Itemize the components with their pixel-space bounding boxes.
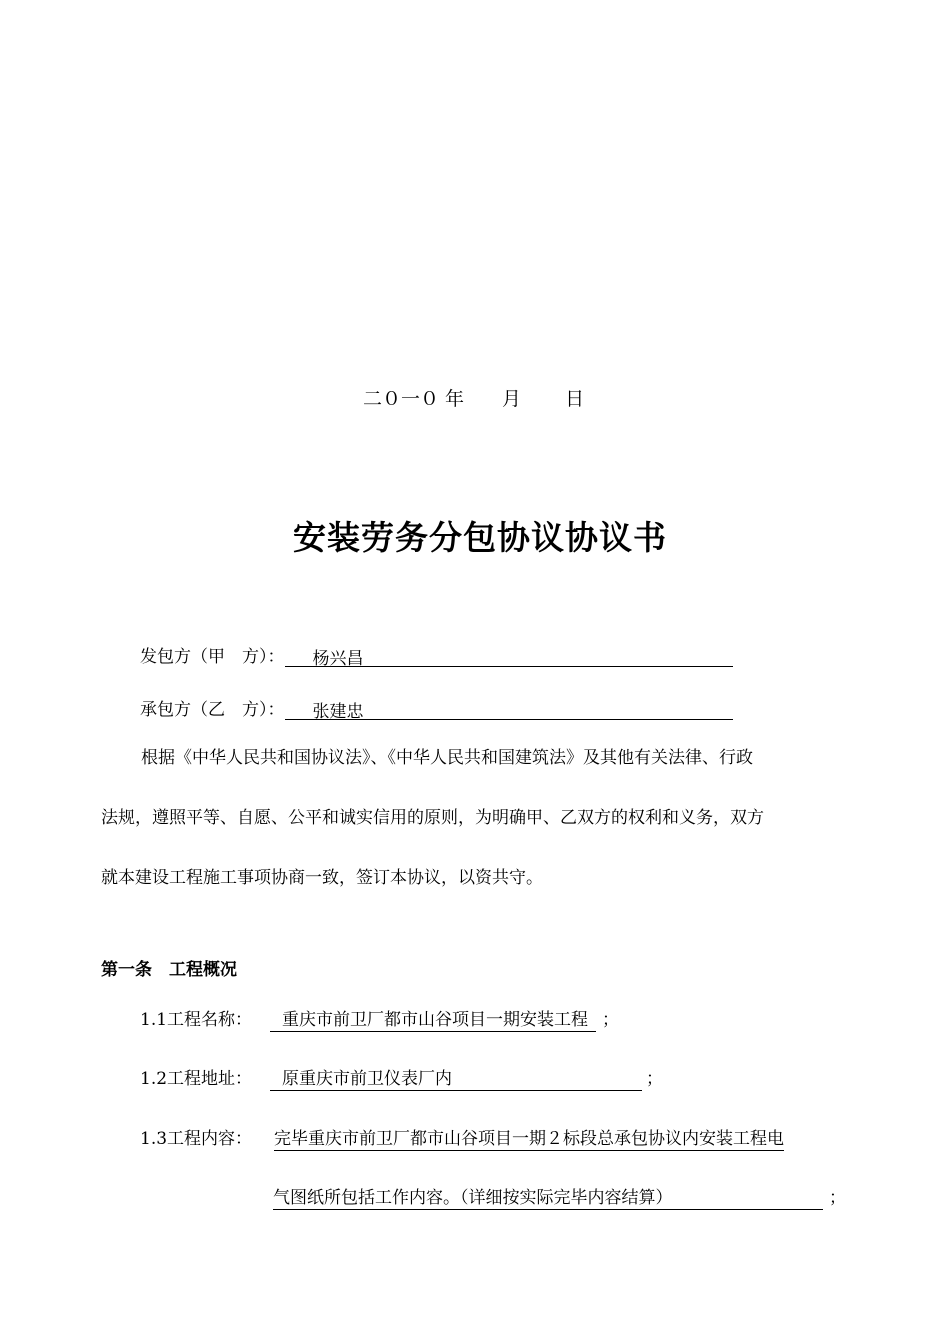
item-project-address-label: 1.2工程地址： <box>140 1069 253 1089</box>
party-b-field <box>285 697 733 720</box>
party-a-row <box>140 642 733 667</box>
item-project-address-value: 原重庆市前卫仪表厂内 <box>270 1068 642 1091</box>
date-line <box>363 384 584 411</box>
party-b-value: 张建忠 <box>312 702 364 722</box>
item-project-address-end: ； <box>646 1069 664 1089</box>
item-project-content-value-1: 完毕重庆市前卫厂都市山谷项目一期２标段总承包协议内安装工程电 <box>274 1129 785 1149</box>
item-project-name-value: 重庆市前卫厂都市山谷项目一期安装工程 <box>270 1009 596 1032</box>
item-project-name <box>140 1005 619 1032</box>
party-b-label: 承包方（乙 方）： <box>140 700 285 720</box>
intro-line-1: 根据《中华人民共和国协议法》、《中华人民共和国建筑法》及其他有关法律、行政 <box>141 748 753 768</box>
date-text: 二０一０ 年 月 日 <box>363 388 585 410</box>
intro-line-3: 就本建设工程施工事项协商一致，签订本协议，以资共守。 <box>101 868 543 888</box>
party-a-field <box>285 644 733 667</box>
item-project-address <box>140 1064 663 1091</box>
item-project-content-label: 1.3工程内容： <box>140 1129 253 1149</box>
item-project-content-value-2: 气图纸所包括工作内容。（详细按实际完毕内容结算） <box>273 1187 823 1210</box>
item-project-content <box>140 1124 784 1151</box>
party-a-label: 发包方（甲 方）： <box>140 647 285 667</box>
item-project-name-label: 1.1工程名称： <box>140 1010 253 1030</box>
intro-line-2: 法规，遵照平等、自愿、公平和诚实信用的原则，为明确甲、乙双方的权利和义务，双方 <box>101 808 764 828</box>
item-project-content-cont <box>273 1183 846 1210</box>
party-b-row <box>140 695 733 720</box>
item-project-name-end: ； <box>602 1010 620 1030</box>
document-title: 安装劳务分包协议协议书 <box>293 518 667 557</box>
party-a-value: 杨兴昌 <box>312 649 364 669</box>
section-1-heading: 第一条 工程概况 <box>101 960 237 980</box>
item-project-content-end: ； <box>829 1188 846 1208</box>
intro-paragraph <box>101 728 871 908</box>
